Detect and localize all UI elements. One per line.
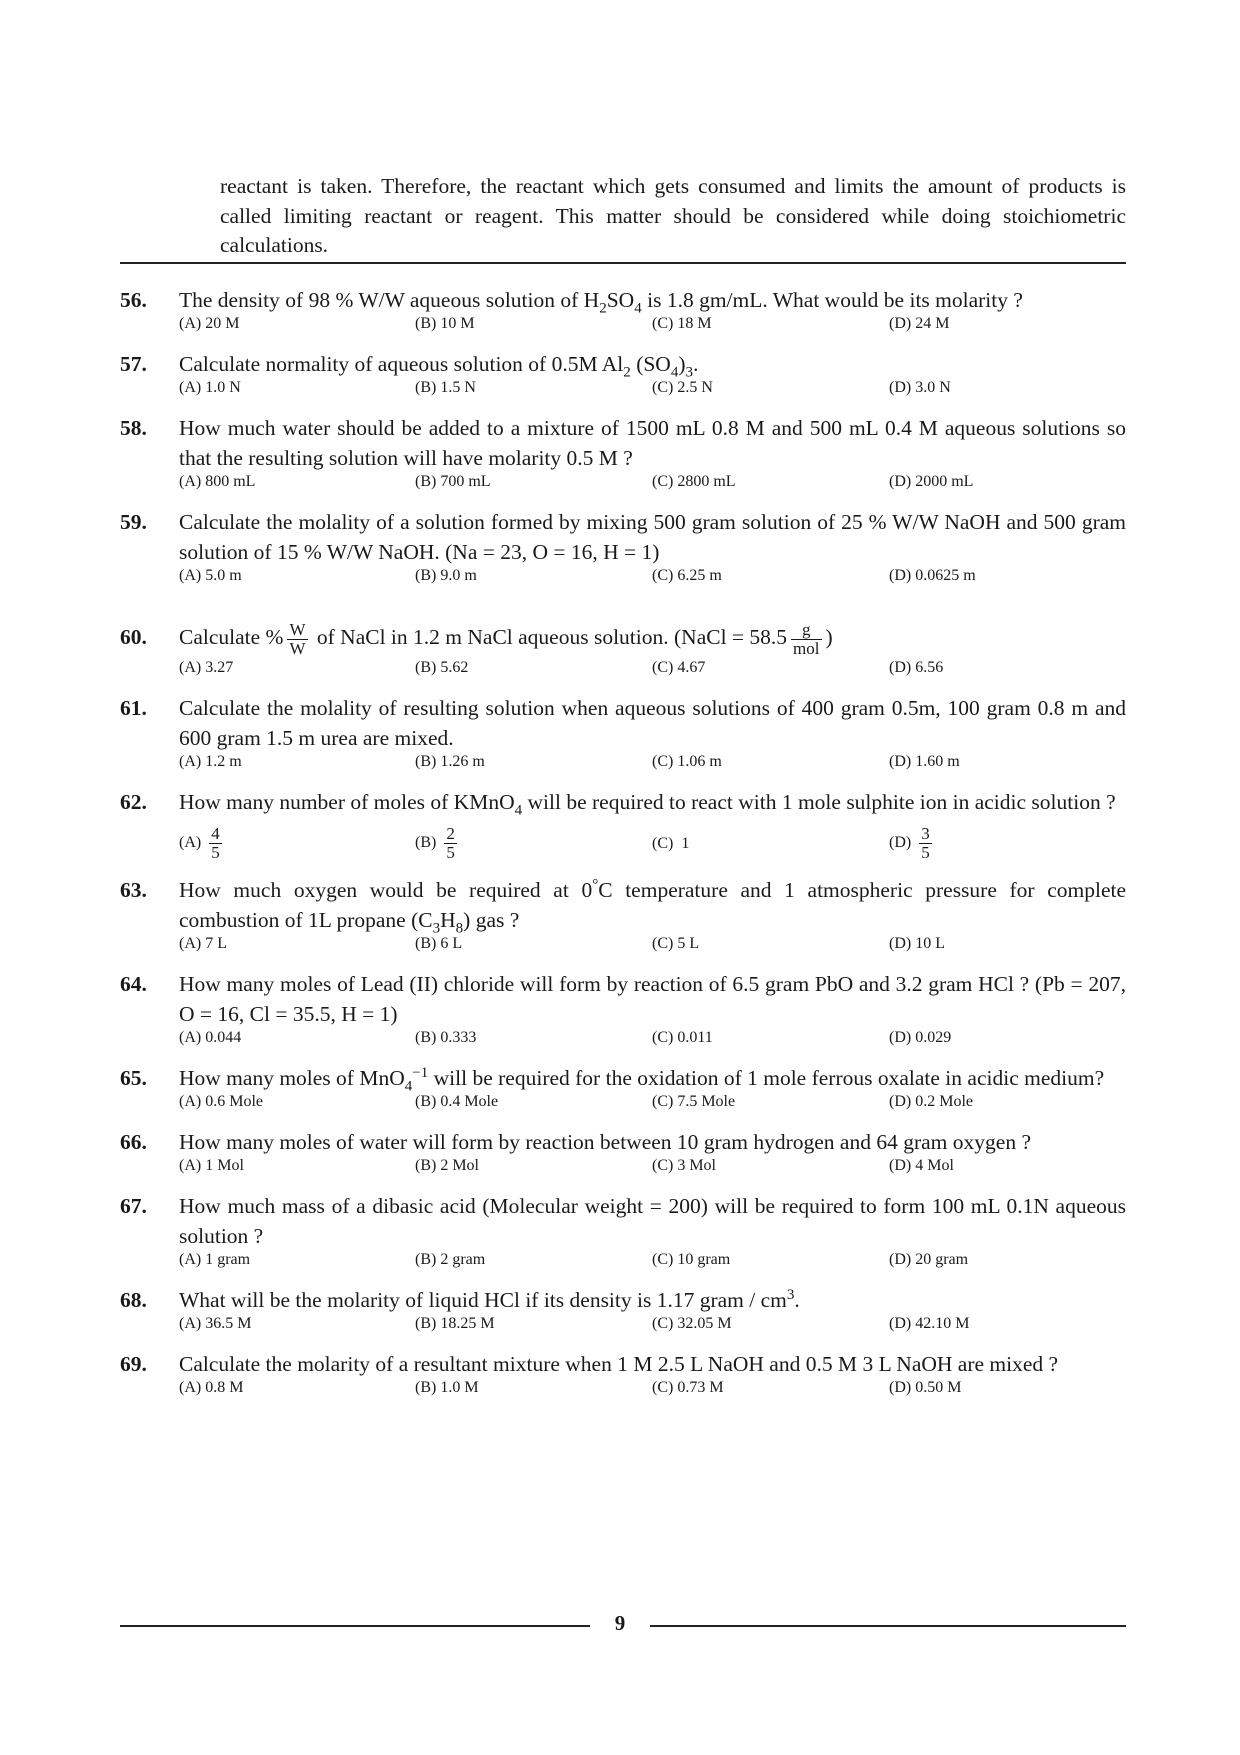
section-divider [120,262,1126,264]
option-b: (B) 1.0 M [415,1379,479,1396]
options-57 [179,379,1126,411]
question-number: 68. [120,1288,147,1312]
option-c: (C) 1.06 m [652,753,722,770]
question-number: 69. [120,1352,147,1376]
option-a: (A) 0.8 M [179,1379,244,1396]
option-a: (A) 800 mL [179,473,256,490]
options-64 [179,1029,1126,1061]
option-c: (C) 18 M [652,315,712,332]
option-d: (D) 24 M [889,315,950,332]
option-b: (B) 700 mL [415,473,491,490]
option-d: (D) 6.56 [889,659,944,676]
option-a: (A) 1.0 N [179,379,241,396]
option-b: (B) 0.333 [415,1029,477,1046]
question-69 [120,1349,1126,1379]
option-c: (C) 2800 mL [652,473,736,490]
options-68 [179,1315,1126,1347]
option-b: (B) 9.0 m [415,567,477,584]
option-a: (A) $\frac{4}{5}$ [179,824,220,862]
option-c: (C) 3 Mol [652,1157,716,1174]
question-68 [120,1285,1126,1315]
option-d: (D) 0.2 Mole [889,1093,973,1110]
options-67 [179,1251,1126,1283]
option-b: (B) 5.62 [415,659,469,676]
question-list [120,285,1126,1413]
page-number: 9 [614,1611,626,1635]
question-text: How many moles of water will form by reaction between 10 gram hydrogen and 64 gram oxygen ? [179,1130,1031,1154]
option-d: (D) 0.0625 m [889,567,976,584]
option-b: (B) 18.25 M [415,1315,495,1332]
option-d: (D) 10 L [889,935,945,952]
option-c: (C) 4.67 [652,659,706,676]
options-60 [179,659,1126,691]
question-number: 58. [120,416,147,440]
options-56 [179,315,1126,347]
option-d: (D) 4 Mol [889,1157,954,1174]
option-c: (C) 0.73 M [652,1379,724,1396]
option-d: (D) 2000 mL [889,473,974,490]
option-b: (B) 6 L [415,935,463,952]
question-text: The density of 98 % W/W aqueous solution of $H_2SO_4$ is 1.8 gm/mL. What would be its molarity ? [179,288,1023,317]
option-a: (A) 0.6 Mole [179,1093,263,1110]
question-number: 62. [120,790,147,814]
options-69 [179,1379,1126,1411]
option-d: (D) 20 gram [889,1251,969,1268]
footer-rule-left [120,1625,590,1627]
intro-paragraph: reactant is taken. Therefore, the reactant which gets consumed and limits the amount of products is called limiting reactant or reagent. This matter should be considered while doing stoichiometric calculations. [220,174,1126,257]
question-number: 63. [120,878,147,902]
options-59 [179,567,1126,599]
question-number: 64. [120,972,147,996]
fraction-w-over-w: $\frac{W}{W}$ [289,619,306,658]
option-c: (C) 1 [652,835,690,852]
option-d: (D) 1.60 m [889,753,960,770]
question-number: 61. [120,696,147,720]
question-text: How many number of moles of KMnO$_4$ will be required to react with 1 mole sulphite ion in acidic solution ? [179,790,1116,819]
question-text: Calculate the molality of a solution formed by mixing 500 gram solution of 25 % W/W NaOH and 500 gram solution of 15 % W/W NaOH. (Na = 23, O = 16, H = 1) [179,510,1126,564]
question-text: Calculate the molality of resulting solution when aqueous solutions of 400 gram 0.5m, 100 gram 0.8 m and 600 gram 1.5 m urea are mixed. [179,696,1126,750]
question-65 [120,1063,1126,1093]
option-d: (D) 42.10 M [889,1315,970,1332]
question-number: 65. [120,1066,147,1090]
question-60 [120,615,1126,659]
question-text: What will be the molarity of liquid HCl if its density is 1.17 gram / $cm^3$. [179,1286,800,1312]
option-c: (C) 10 gram [652,1251,731,1268]
options-63 [179,935,1126,967]
question-text: How many moles of MnO$_4^{-1}$ will be required for the oxidation of 1 mole ferrous oxalate in acidic medium? [179,1064,1105,1095]
option-c: (C) 2.5 N [652,379,713,396]
option-b: (B) 0.4 Mole [415,1093,499,1110]
option-a: (A) 7 L [179,935,227,952]
question-text: How much oxygen would be required at 0°C temperature and 1 atmospheric pressure for complete combustion of 1L propane $(C_3H_8)$ gas ? [179,876,1126,937]
option-a: (A) 3.27 [179,659,234,676]
option-d: (D) 0.50 M [889,1379,962,1396]
question-61 [120,693,1126,753]
question-62 [120,787,1126,817]
question-text: Calculate the molarity of a resultant mixture when 1 M 2.5 L NaOH and 0.5 M 3 L NaOH are mixed ? [179,1352,1059,1376]
question-text: How much mass of a dibasic acid (Molecular weight = 200) will be required to form 100 mL 0.1N aqueous solution ? [179,1194,1126,1248]
question-text: How many moles of Lead (II) chloride will form by reaction of 6.5 gram PbO and 3.2 gram HCl ? (Pb = 207, O = 16, Cl = 35.5, H = 1) [179,972,1126,1026]
question-56 [120,285,1126,315]
option-b: (B) 2 Mol [415,1157,479,1174]
option-c: (C) 6.25 m [652,567,722,584]
option-b: (B) 1.26 m [415,753,485,770]
option-a: (A) 5.0 m [179,567,242,584]
options-61 [179,753,1126,785]
option-d: (D) $\frac{3}{5}$ [889,824,930,862]
question-66 [120,1127,1126,1157]
option-a: (A) 0.044 [179,1029,242,1046]
question-number: 66. [120,1130,147,1154]
question-57 [120,349,1126,379]
options-65 [179,1093,1126,1125]
option-a: (A) 36.5 M [179,1315,252,1332]
option-c: (C) 32.05 M [652,1315,732,1332]
option-c: (C) 5 L [652,935,700,952]
question-59 [120,507,1126,567]
question-64 [120,969,1126,1029]
option-d: (D) 0.029 [889,1029,952,1046]
question-number: 60. [120,625,147,649]
question-63 [120,875,1126,935]
question-text: Calculate normality of aqueous solution of 0.5M $Al_2$ $(SO_4)_3$. [179,352,699,381]
option-c: (C) 7.5 Mole [652,1093,736,1110]
option-a: (A) 1 gram [179,1251,251,1268]
option-b: (B) $\frac{2}{5}$ [415,824,455,862]
options-66 [179,1157,1126,1189]
question-text: Calculate % $\frac{W}{W}$ of NaCl in 1.2 m NaCl aqueous solution. (NaCl = 58.5 $\frac{g}{\text{mol}}$ ) [179,619,833,658]
option-a: (A) 1 Mol [179,1157,244,1174]
option-b: (B) 1.5 N [415,379,476,396]
question-number: 57. [120,352,147,376]
options-62 [179,825,1126,873]
option-b: (B) 10 M [415,315,475,332]
option-c: (C) 0.011 [652,1029,713,1046]
question-58 [120,413,1126,473]
option-a: (A) 20 M [179,315,240,332]
options-58 [179,473,1126,505]
fraction-g-per-mol: $\frac{g}{\text{mol}}$ [793,619,820,658]
option-b: (B) 2 gram [415,1251,486,1268]
question-number: 67. [120,1194,147,1218]
option-d: (D) 3.0 N [889,379,951,396]
question-number: 59. [120,510,147,534]
footer-rule-right [650,1625,1126,1627]
question-number: 56. [120,288,147,312]
option-a: (A) 1.2 m [179,753,242,770]
question-text: How much water should be added to a mixture of 1500 mL 0.8 M and 500 mL 0.4 M aqueous solutions so that the resulting solution will have molarity 0.5 M ? [179,416,1126,470]
question-67 [120,1191,1126,1251]
